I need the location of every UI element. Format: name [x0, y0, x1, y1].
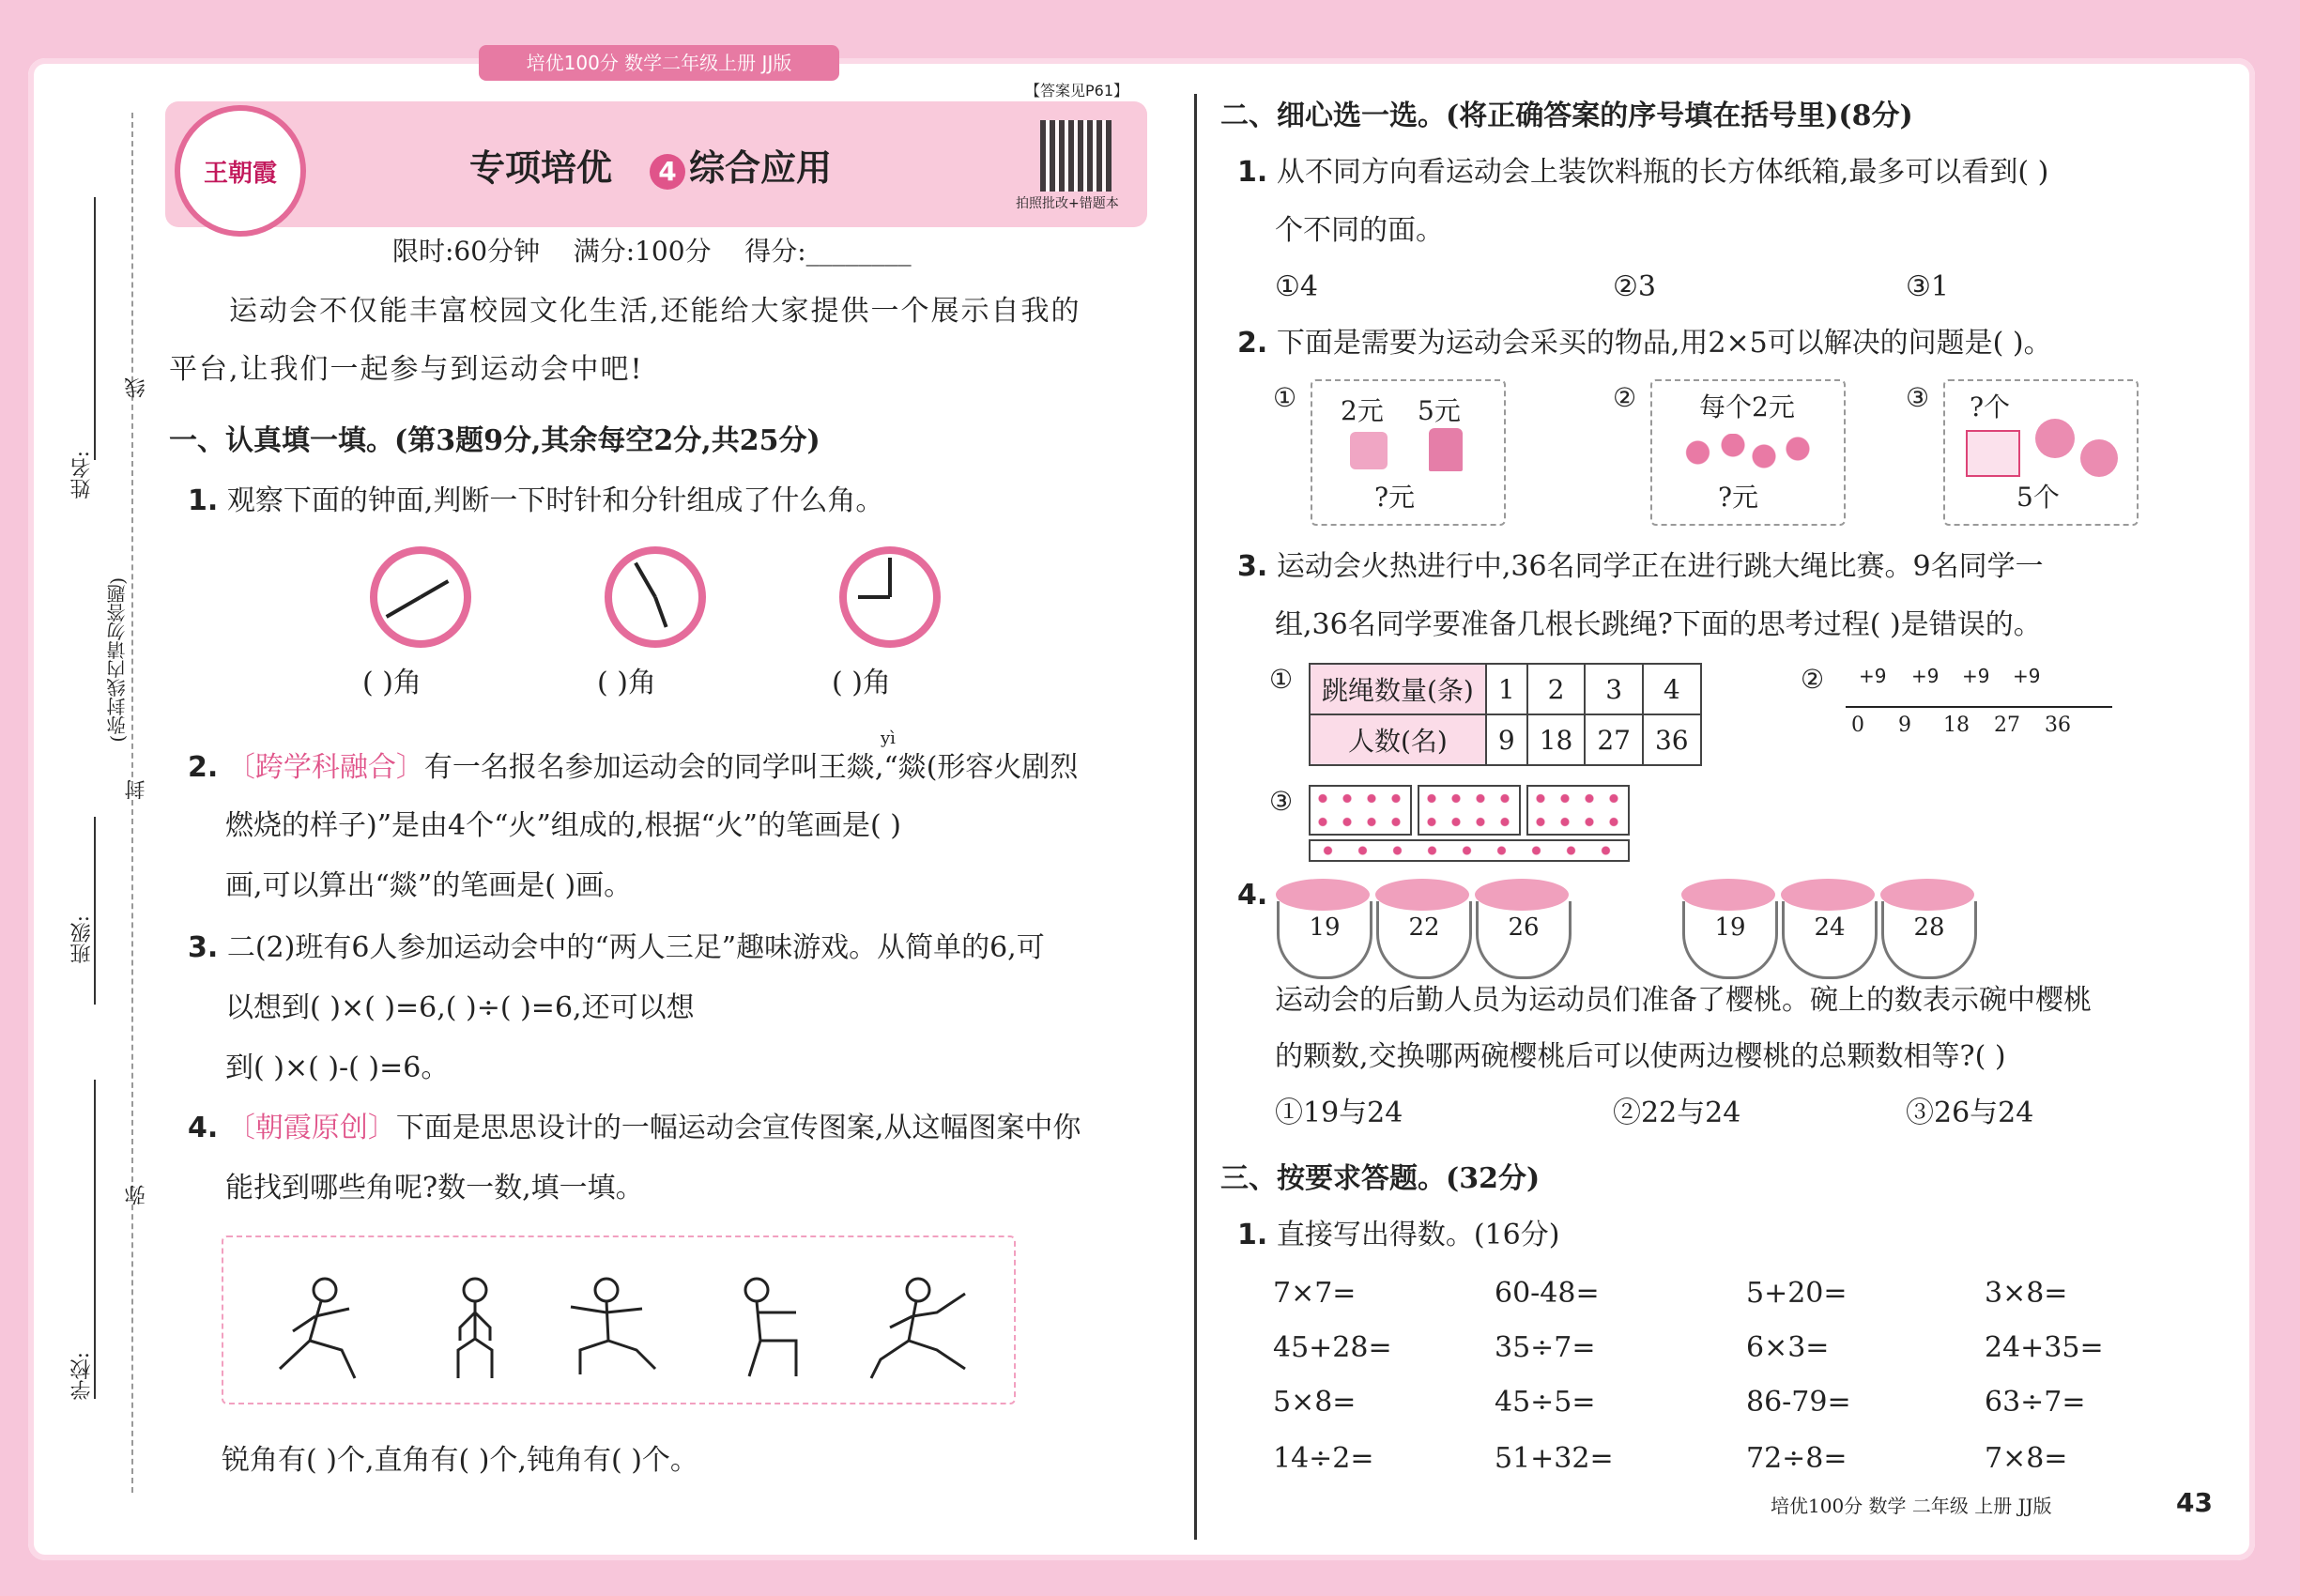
flower-bouquet-icon [1350, 432, 1388, 469]
seal-mi: 弥 [125, 1185, 148, 1205]
calc[interactable]: 60-48= [1495, 1277, 1600, 1310]
calc[interactable]: 3×8= [1985, 1277, 2068, 1310]
clock-hand [888, 558, 892, 597]
q2-mark-3: ③ [1906, 382, 1930, 413]
q-number: 1. [1237, 1219, 1268, 1251]
table-header-ropes: 跳绳数量(条) [1310, 664, 1486, 714]
class-label: 班级: [70, 915, 94, 964]
clock-icon [370, 546, 471, 648]
sec1-q2-line1 [188, 747, 1078, 789]
page-number: 43 [2176, 1487, 2213, 1518]
q-text: 下面是需要为运动会采买的物品,用2×5可以解决的问题是( )。 [1276, 327, 2052, 360]
step-label: +9 [1962, 665, 1990, 687]
calc[interactable]: 86-79= [1746, 1386, 1851, 1419]
tick-label: 18 [1943, 714, 1970, 737]
clock-hand [858, 595, 890, 599]
q-text: 下面是思思设计的一幅运动会宣传图案,从这幅图案中你 [395, 1112, 1081, 1144]
angle-blank-1[interactable]: ( )角 [362, 667, 422, 699]
sec2-title: 二、细心选一选。(将正确答案的序号填在括号里)(8分) [1220, 100, 1913, 132]
q-number: 1. [188, 484, 219, 517]
sec1-q3-line3: 到( )×( )-( )=6。 [225, 1051, 450, 1084]
ball-icon [2035, 419, 2075, 458]
tick-label: 27 [1994, 714, 2020, 737]
table-cell: 1 [1486, 664, 1527, 714]
table-cell: 4 [1643, 664, 1701, 714]
calc[interactable]: 45÷5= [1495, 1386, 1596, 1419]
price-total: ?元 [1718, 482, 1759, 513]
binding-dashed-line [131, 113, 133, 1493]
option-card-1[interactable] [1311, 379, 1506, 526]
tick-label: 36 [2045, 714, 2071, 737]
sec3-q1 [1237, 1215, 1559, 1256]
option-card-2[interactable] [1650, 379, 1846, 526]
seal-xian: 线 [125, 377, 148, 398]
clock-icon [839, 546, 941, 648]
name-label: 姓名: [70, 451, 94, 499]
option-card-3[interactable] [1943, 379, 2139, 526]
pinyin: yì [881, 729, 896, 748]
table-cell: 2 [1527, 664, 1586, 714]
number-line-axis [1846, 706, 2112, 708]
sec2-q1-line1 [1237, 152, 2048, 193]
q-text: 运动会火热进行中,36名同学正在进行跳大绳比赛。9名同学一 [1276, 550, 2044, 583]
q3-mark-3: ③ [1269, 786, 1294, 817]
intro-line-1: 运动会不仅能丰富校园文化生活,还能给大家提供一个展示自我的 [229, 295, 1081, 328]
answer-ref: 【答案见P61】 [1025, 82, 1129, 100]
q-tag: 〔跨学科融合〕 [226, 751, 424, 784]
cherry-bowl[interactable]: 22 [1376, 901, 1472, 979]
clock-hand [634, 562, 656, 598]
calc[interactable]: 72÷8= [1746, 1442, 1848, 1475]
qr-caption: 拍照批改+错题本 [1016, 196, 1119, 211]
section-title [469, 139, 832, 191]
sec3-title: 三、按要求答题。(32分) [1220, 1162, 1541, 1195]
q-text: 二(2)班有6人参加运动会中的“两人三足”趣味游戏。从简单的6,可 [226, 931, 1045, 964]
flowers-icon [1677, 434, 1817, 471]
calc[interactable]: 7×7= [1273, 1277, 1357, 1310]
meta-line [392, 233, 912, 270]
box-icon [1966, 430, 2020, 477]
step-label: +9 [2013, 665, 2041, 687]
name-underline [94, 197, 96, 460]
table-cell: 3 [1585, 664, 1643, 714]
calc[interactable]: 51+32= [1495, 1442, 1614, 1475]
calc[interactable]: 5×8= [1273, 1386, 1357, 1419]
number-line [1846, 663, 2118, 747]
class-underline [94, 817, 96, 1005]
cherry-bowl[interactable]: 19 [1682, 901, 1778, 979]
sec2-q2-line [1237, 323, 2052, 364]
ball-icon [2080, 439, 2118, 477]
table-header-people: 人数(名) [1310, 714, 1486, 765]
stick-figures [223, 1237, 1014, 1403]
sec2-q3-line1 [1237, 546, 2044, 588]
sec2-q1-opt1[interactable]: ①4 [1275, 270, 1318, 303]
sec1-q4-answer[interactable]: 锐角有( )个,直角有( )个,钝角有( )个。 [222, 1444, 698, 1477]
dot-cards [1309, 785, 1628, 862]
sec1-q2-line2: 燃烧的样子)”是由4个“火”组成的,根据“火”的笔画是( ) [225, 809, 901, 842]
pompom-icon [1429, 428, 1463, 471]
table-cell: 27 [1585, 714, 1643, 765]
sec2-q4-opt1[interactable]: ①19与24 [1275, 1097, 1403, 1129]
q-text: 直接写出得数。(16分) [1276, 1219, 1560, 1251]
cherry-bowl[interactable]: 28 [1881, 901, 1977, 979]
calc[interactable]: 5+20= [1746, 1277, 1848, 1310]
cherry-bowl[interactable]: 19 [1277, 901, 1372, 979]
q-number: 4. [1237, 879, 1268, 912]
title-part-a: 专项培优 [469, 147, 613, 189]
brand-logo: 王朝霞 [175, 105, 306, 237]
series-header: 培优100分 数学二年级上册 JJ版 [479, 45, 839, 81]
dot-strip [1309, 839, 1630, 862]
calc[interactable]: 14÷2= [1273, 1442, 1374, 1475]
sec2-q3-line2: 组,36名同学要准备几根长跳绳?下面的思考过程( )是错误的。 [1275, 608, 2042, 641]
q-number: 2. [1237, 327, 1268, 360]
full-score: 满分:100分 [573, 236, 712, 267]
calc[interactable]: 7×8= [1985, 1442, 2068, 1475]
dot-card [1418, 785, 1521, 836]
q-number: 4. [188, 1112, 219, 1144]
qr-code-icon[interactable] [1040, 120, 1112, 192]
clock-hand [420, 579, 449, 598]
tick-label: 0 [1851, 714, 1864, 737]
q-number: 2. [188, 751, 219, 784]
step-label: +9 [1911, 665, 1940, 687]
score-field: 得分:________ [744, 236, 912, 267]
sec2-q4-line1: 运动会的后勤人员为运动员们准备了樱桃。碗上的数表示碗中樱桃 [1275, 984, 2092, 1017]
q2-mark-1: ① [1273, 382, 1297, 413]
q3-mark-1: ① [1269, 664, 1294, 695]
rope-table [1309, 663, 1702, 766]
school-label: 学校: [70, 1352, 94, 1401]
q-number: 3. [188, 931, 219, 964]
clock-hand [386, 595, 422, 618]
page-divider [1194, 94, 1197, 1540]
seal-note: (弥封线内请勿答题) [106, 577, 129, 743]
sec2-q1-opt2[interactable]: ②3 [1613, 270, 1656, 303]
time-limit: 限时:60分钟 [392, 236, 541, 267]
calc[interactable]: 6×3= [1746, 1331, 1830, 1364]
sec1-q1 [188, 481, 883, 522]
cherry-bowl[interactable]: 26 [1476, 901, 1572, 979]
tick-label: 9 [1898, 714, 1911, 737]
table-cell: 9 [1486, 714, 1527, 765]
seal-feng: 封 [125, 779, 148, 800]
q-number: 1. [1237, 156, 1268, 189]
calc[interactable]: 35÷7= [1495, 1331, 1596, 1364]
calc[interactable]: 63÷7= [1985, 1386, 2086, 1419]
unit-price: 每个2元 [1699, 391, 1795, 422]
q-number: 3. [1237, 550, 1268, 583]
sec1-title: 一、认真填一填。(第3题9分,其余每空2分,共25分) [169, 424, 820, 457]
calc[interactable]: 45+28= [1273, 1331, 1392, 1364]
calc[interactable]: 24+35= [1985, 1331, 2104, 1364]
title-part-b: 综合应用 [689, 147, 833, 189]
q3-mark-2: ② [1801, 664, 1825, 695]
angle-blank-2[interactable]: ( )角 [597, 667, 656, 699]
sec2-q1-opt3[interactable]: ③1 [1906, 270, 1949, 303]
footer-text: 培优100分 数学 二年级 上册 JJ版 [1771, 1495, 2052, 1517]
sec1-q4-line2: 能找到哪些角呢?数一数,填一填。 [225, 1172, 644, 1205]
clock-hand [653, 596, 667, 627]
sec1-q3-line1 [188, 928, 1045, 969]
price-total: ?元 [1374, 482, 1416, 513]
sec2-q4-opt2[interactable]: ②22与24 [1613, 1097, 1741, 1129]
price-a: 2元 [1341, 395, 1384, 426]
sec1-q3-line2: 以想到( )×( )=6,( )÷( )=6,还可以想 [225, 991, 695, 1024]
step-label: +9 [1859, 665, 1887, 687]
section-number-badge: 4 [650, 154, 685, 190]
school-underline [94, 1080, 96, 1399]
cherry-bowl[interactable]: 24 [1782, 901, 1878, 979]
sec1-q2-line3: 画,可以算出“燚”的笔画是( )画。 [225, 869, 633, 902]
count-unknown: ?个 [1970, 391, 2011, 422]
q-text: 观察下面的钟面,判断一下时针和分针组成了什么角。 [226, 484, 884, 517]
price-b: 5元 [1418, 395, 1461, 426]
sec1-q4-line1 [188, 1108, 1081, 1149]
q-text: 从不同方向看运动会上装饮料瓶的长方体纸箱,最多可以看到( ) [1276, 156, 2049, 189]
clock-icon [605, 546, 706, 648]
dot-card [1526, 785, 1630, 836]
table-cell: 36 [1643, 714, 1701, 765]
count-total: 5个 [2016, 482, 2060, 513]
q2-mark-2: ② [1613, 382, 1637, 413]
q-tag: 〔朝霞原创〕 [226, 1112, 396, 1144]
figure-panel [222, 1235, 1016, 1404]
table-cell: 18 [1527, 714, 1586, 765]
q-text: 有一名报名参加运动会的同学叫王燚,“燚(形容火剧烈 [423, 751, 1079, 784]
sec2-q4-opt3[interactable]: ③26与24 [1906, 1097, 2034, 1129]
dot-card [1309, 785, 1412, 836]
sec2-q4-line2: 的颗数,交换哪两碗樱桃后可以使两边樱桃的总颗数相等?( ) [1275, 1040, 2006, 1073]
intro-line-2: 平台,让我们一起参与到运动会中吧! [169, 353, 644, 386]
angle-blank-3[interactable]: ( )角 [832, 667, 891, 699]
sec2-q1-line2: 个不同的面。 [1275, 214, 1444, 247]
